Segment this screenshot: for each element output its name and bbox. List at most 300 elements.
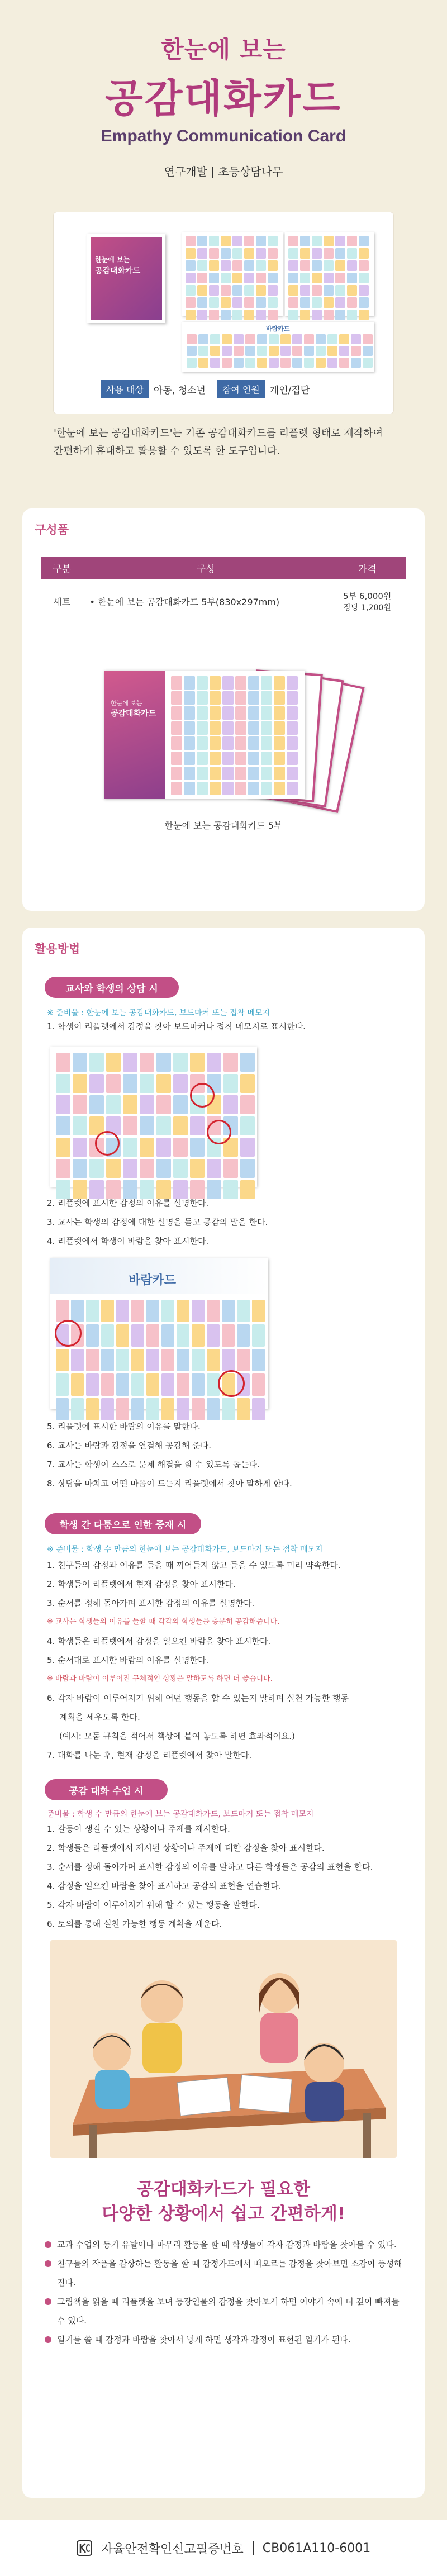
card-figure — [210, 721, 221, 735]
card-figure — [198, 334, 208, 344]
card-figure — [235, 691, 246, 705]
card-figure — [287, 691, 298, 705]
card-figure — [261, 691, 272, 705]
footer — [0, 2520, 447, 2576]
card-figure — [207, 1349, 220, 1371]
card-figure — [256, 260, 266, 271]
card-figure — [221, 248, 231, 259]
card-figure — [256, 297, 266, 308]
usage-badge-mediation: 학생 간 다툼으로 인한 중재 시 — [45, 1513, 201, 1534]
card-figure — [197, 691, 208, 705]
card-figure — [222, 358, 232, 368]
card-figure — [359, 285, 369, 296]
card-figure — [359, 310, 369, 320]
step-item: 5. 순서대로 표시한 바람의 이유를 설명한다. — [47, 1655, 209, 1665]
card-figure — [274, 691, 285, 705]
card-figure — [244, 310, 254, 320]
step-item: 2. 학생들은 리플렛에서 제시된 상황이나 주제에 대한 감정을 찾아 표시한다. — [47, 1843, 325, 1853]
card-figure — [106, 1095, 121, 1114]
card-figure — [131, 1324, 144, 1347]
step-item: 4. 감정을 일으킨 바람을 찾아 표시하고 공감의 표현을 연습한다. — [47, 1881, 282, 1891]
step-item: 7. 교사는 학생이 스스로 문제 해결을 할 수 있도록 돕는다. — [47, 1460, 260, 1470]
card-figure — [116, 1324, 129, 1347]
step-item: 2. 학생들이 리플렛에서 현재 감정을 찾아 표시한다. — [47, 1579, 236, 1589]
step-item: 3. 순서를 정해 돌아가며 표시한 감정의 이유를 설명한다. — [47, 1598, 255, 1608]
card-figure — [186, 248, 196, 259]
card-figure — [335, 285, 345, 296]
card-figure — [347, 236, 357, 246]
step-item: 4. 학생들은 리플렛에서 감정을 일으킨 바람을 찾아 표시한다. — [47, 1636, 271, 1646]
card-figure — [257, 346, 267, 356]
card-figure — [101, 1324, 114, 1347]
card-figure — [184, 691, 195, 705]
card-figure — [274, 721, 285, 735]
card-figure — [252, 1373, 265, 1396]
product-box-image — [87, 234, 165, 323]
card-figure — [224, 1074, 238, 1093]
card-figure — [56, 1074, 70, 1093]
col-header-content: 구성 — [83, 557, 329, 579]
product-image-panel — [54, 212, 393, 414]
card-figure — [312, 236, 322, 246]
card-figure — [235, 706, 246, 720]
card-figure — [232, 236, 242, 246]
box-cover-title: 공감대화카드 — [95, 267, 141, 275]
card-figure — [287, 706, 298, 720]
usage-tags — [101, 380, 310, 398]
card-figure — [156, 1095, 171, 1114]
step-item: 8. 상담을 마치고 어떤 마음이 드는지 리플렛에서 찾아 말하게 한다. — [47, 1479, 292, 1489]
card-figure — [245, 358, 255, 368]
card-figure — [222, 767, 234, 780]
card-figure — [269, 358, 279, 368]
card-figure — [207, 1053, 221, 1072]
step-item: 6. 각자 바람이 이루어지기 위해 어떤 행동을 할 수 있는지 말하며 실천 가능한 행동 — [47, 1693, 349, 1703]
list-item: 그림책을 읽을 때 리플렛을 보며 등장인물의 감정을 찾아보게 하면 이야기 속에 더 깊이 빠져들 수 있다. — [45, 2292, 402, 2330]
card-figure — [73, 1159, 87, 1178]
card-figure — [210, 676, 221, 690]
step-item: 5. 리플렛에 표시한 바람의 이유를 말한다. — [47, 1422, 201, 1432]
card-figure — [156, 1053, 171, 1072]
highlight-circle — [95, 1131, 120, 1156]
card-figure — [187, 334, 197, 344]
card-figure — [209, 236, 219, 246]
card-figure — [232, 310, 242, 320]
card-figure — [123, 1159, 137, 1178]
card-figure — [209, 260, 219, 271]
card-figure — [209, 310, 219, 320]
list-item: 일기를 쓸 때 감정과 바람을 찾아서 넣게 하면 생각과 감정이 표현된 일기가 된다. — [45, 2330, 402, 2349]
card-figure — [232, 260, 242, 271]
card-figure — [327, 334, 337, 344]
card-figure — [261, 676, 272, 690]
card-figure — [235, 767, 246, 780]
step-item: 6. 토의를 통해 실천 가능한 행동 계획을 세운다. — [47, 1919, 222, 1929]
card-figure — [232, 273, 242, 283]
card-figure — [161, 1300, 174, 1322]
composition-title: 구성품 — [35, 521, 69, 538]
card-figure — [359, 248, 369, 259]
divider — [253, 2541, 254, 2555]
card-figure — [324, 248, 334, 259]
card-figure — [316, 358, 326, 368]
card-figure — [123, 1138, 137, 1157]
card-figure — [339, 334, 349, 344]
card-figure — [300, 236, 310, 246]
card-figure — [363, 334, 373, 344]
card-figure — [197, 297, 207, 308]
steps-list-2 — [47, 1556, 405, 1765]
card-figure — [197, 782, 208, 795]
card-figure — [256, 285, 266, 296]
card-figure — [222, 676, 234, 690]
card-figure — [234, 358, 244, 368]
card-figure — [210, 752, 221, 765]
card-figure — [140, 1116, 154, 1135]
card-figure — [300, 260, 310, 271]
closing-line-1: 공감대화카드가 필요한 — [136, 2179, 311, 2199]
card-figure — [248, 736, 259, 750]
card-figure — [192, 1373, 205, 1396]
card-figure — [316, 334, 326, 344]
card-figure — [224, 1095, 238, 1114]
card-figure — [73, 1138, 87, 1157]
card-figure — [210, 334, 220, 344]
card-figure — [347, 248, 357, 259]
card-figure — [186, 310, 196, 320]
card-figure — [324, 260, 334, 271]
card-figure — [210, 736, 221, 750]
card-figure — [351, 358, 361, 368]
card-figure — [222, 752, 234, 765]
card-figure — [240, 1138, 255, 1157]
card-figure — [248, 676, 259, 690]
card-figure — [197, 273, 207, 283]
card-figure — [335, 236, 345, 246]
card-figure — [89, 1159, 104, 1178]
card-figure — [261, 752, 272, 765]
cell-price — [329, 579, 406, 625]
bullet-icon — [45, 2298, 51, 2305]
card-figure — [235, 782, 246, 795]
card-figure — [221, 236, 231, 246]
card-figure — [269, 334, 279, 344]
card-figure — [173, 1159, 188, 1178]
card-figure — [339, 358, 349, 368]
step-example: (예시: 모둠 규칙을 적어서 책상에 붙여 놓도록 하면 효과적이요.) — [59, 1731, 295, 1741]
card-figure — [312, 297, 322, 308]
card-figure — [197, 310, 207, 320]
card-figure — [197, 260, 207, 271]
highlight-circle — [190, 1083, 215, 1108]
card-figure — [268, 273, 278, 283]
card-figure — [73, 1116, 87, 1135]
step-item: 1. 갈등이 생길 수 있는 상황이나 주제를 제시한다. — [47, 1824, 230, 1834]
card-figure — [197, 706, 208, 720]
card-figure — [73, 1053, 87, 1072]
card-figure — [86, 1300, 99, 1322]
card-figure — [197, 676, 208, 690]
highlight-circle — [218, 1370, 245, 1397]
card-figure — [187, 346, 197, 356]
wish-card-label: 바람카드 — [266, 325, 290, 332]
price-main: 5부 6,000원 — [343, 591, 392, 602]
card-figure — [248, 752, 259, 765]
card-figure — [300, 285, 310, 296]
card-figure — [244, 285, 254, 296]
certification-label: 자율안전확인신고필증번호 — [101, 2542, 244, 2556]
card-figure — [232, 297, 242, 308]
card-figure — [359, 297, 369, 308]
card-figure — [56, 1053, 70, 1072]
card-figure — [256, 273, 266, 283]
card-figure — [156, 1116, 171, 1135]
card-figure — [304, 334, 314, 344]
card-figure — [156, 1138, 171, 1157]
card-figure — [312, 285, 322, 296]
card-figure — [234, 334, 244, 344]
card-figure — [89, 1074, 104, 1093]
card-figure — [197, 721, 208, 735]
card-figure — [268, 297, 278, 308]
card-figure — [56, 1349, 69, 1371]
card-figure — [324, 285, 334, 296]
card-figure — [351, 334, 361, 344]
card-figure — [244, 297, 254, 308]
card-figure — [184, 706, 195, 720]
card-figure — [56, 1373, 69, 1396]
card-figure — [161, 1349, 174, 1371]
card-figure — [171, 706, 182, 720]
card-figure — [244, 260, 254, 271]
card-figure — [171, 691, 182, 705]
card-figure — [248, 767, 259, 780]
card-figure — [347, 285, 357, 296]
card-figure — [184, 782, 195, 795]
wish-card-heading: 바람카드 — [129, 1273, 177, 1287]
bullet-icon — [45, 2260, 51, 2267]
card-figure — [187, 358, 197, 368]
card-figure — [177, 1300, 189, 1322]
card-figure — [245, 346, 255, 356]
card-figure — [335, 248, 345, 259]
leaflet-cover-title: 공감대화카드 — [111, 709, 156, 718]
card-figure — [222, 706, 234, 720]
card-figure — [71, 1300, 84, 1322]
card-figure — [192, 1349, 205, 1371]
card-figure — [56, 1138, 70, 1157]
card-figure — [140, 1138, 154, 1157]
card-figure — [235, 752, 246, 765]
card-figure — [190, 1116, 205, 1135]
card-figure — [363, 358, 373, 368]
card-figure — [186, 273, 196, 283]
card-figure — [131, 1300, 144, 1322]
card-figure — [312, 248, 322, 259]
header — [0, 0, 447, 179]
card-figure — [274, 767, 285, 780]
card-figure — [184, 752, 195, 765]
card-figure — [292, 334, 302, 344]
card-figure — [359, 273, 369, 283]
card-figure — [207, 1300, 220, 1322]
card-figure — [363, 346, 373, 356]
card-figure — [192, 1324, 205, 1347]
card-figure — [173, 1074, 188, 1093]
card-figure — [312, 310, 322, 320]
header-subtitle: 한눈에 보는 — [161, 36, 286, 63]
card-figure — [339, 346, 349, 356]
card-figure — [288, 285, 298, 296]
card-figure — [222, 782, 234, 795]
highlight-circle — [55, 1320, 82, 1347]
box-cover-subtitle: 한눈에 보는 — [95, 256, 130, 264]
card-figure — [237, 1300, 250, 1322]
step-item: 1. 학생이 리플렛에서 감정을 찾아 보드마커나 접착 메모지로 표시한다. — [47, 1021, 306, 1032]
card-figure — [89, 1095, 104, 1114]
step-item-continued: 계획을 세우도록 한다. — [59, 1712, 140, 1722]
col-header-price: 가격 — [329, 557, 406, 579]
emotion-card-sheet-image — [182, 232, 283, 316]
card-figure — [222, 1300, 235, 1322]
card-figure — [274, 782, 285, 795]
participants-label: 참여 인원 — [217, 380, 265, 398]
card-figure — [268, 236, 278, 246]
card-figure — [190, 1138, 205, 1157]
card-figure — [244, 273, 254, 283]
card-figure — [207, 1324, 220, 1347]
credits: 연구개발 | 초등상담나무 — [164, 165, 283, 178]
card-figure — [312, 273, 322, 283]
card-figure — [335, 297, 345, 308]
card-figure — [288, 236, 298, 246]
intro-text: '한눈에 보는 공감대화카드'는 기존 공감대화카드를 리플렛 형태로 제작하여 간편하게 휴대하고 활용할 수 있도록 한 도구입니다. — [54, 427, 383, 457]
card-figure — [261, 721, 272, 735]
bullet-icon — [45, 2336, 51, 2343]
card-figure — [287, 767, 298, 780]
composition-table — [41, 557, 406, 625]
closing-bullets — [45, 2235, 402, 2349]
step-item: 4. 리플렛에서 학생이 바람을 찾아 표시한다. — [47, 1236, 209, 1246]
card-figure — [324, 310, 334, 320]
card-figure — [197, 736, 208, 750]
card-figure — [171, 767, 182, 780]
card-figure — [261, 706, 272, 720]
highlight-circle — [207, 1120, 231, 1144]
card-figure — [106, 1159, 121, 1178]
card-figure — [359, 260, 369, 271]
card-figure — [304, 346, 314, 356]
card-figure — [269, 346, 279, 356]
card-figure — [252, 1300, 265, 1322]
card-figure — [171, 676, 182, 690]
card-figure — [288, 248, 298, 259]
card-figure — [123, 1074, 137, 1093]
usage-badge-counseling: 교사와 학생의 상담 시 — [45, 977, 179, 998]
target-value: 아동, 청소년 — [153, 385, 206, 396]
card-figure — [244, 236, 254, 246]
step-item: 5. 각자 바람이 이루어지기 위해 할 수 있는 행동을 말한다. — [47, 1900, 260, 1910]
steps-list-3 — [47, 1819, 405, 1933]
card-figure — [210, 706, 221, 720]
card-figure — [287, 782, 298, 795]
usage-section — [22, 928, 425, 2498]
card-figure — [248, 782, 259, 795]
card-figure — [235, 736, 246, 750]
card-figure — [161, 1373, 174, 1396]
certification-code: CB061A110-6001 — [262, 2541, 371, 2555]
card-figure — [327, 358, 337, 368]
card-figure — [274, 752, 285, 765]
card-figure — [248, 721, 259, 735]
card-figure — [359, 236, 369, 246]
card-figure — [222, 1349, 235, 1371]
card-figure — [280, 334, 291, 344]
card-figure — [123, 1116, 137, 1135]
usage-badge-lesson: 공감 대화 수업 시 — [45, 1779, 168, 1800]
card-figure — [177, 1324, 189, 1347]
card-figure — [268, 260, 278, 271]
card-figure — [240, 1074, 255, 1093]
page-title: 공감대화카드 — [105, 75, 342, 121]
card-figure — [89, 1053, 104, 1072]
card-figure — [240, 1095, 255, 1114]
card-figure — [327, 346, 337, 356]
card-figure — [347, 273, 357, 283]
card-figure — [224, 1053, 238, 1072]
card-figure — [71, 1349, 84, 1371]
card-figure — [56, 1095, 70, 1114]
card-figure — [274, 676, 285, 690]
english-title: Empathy Communication Card — [101, 127, 346, 145]
card-figure — [261, 782, 272, 795]
card-figure — [221, 285, 231, 296]
classroom-illustration — [50, 1940, 397, 2158]
card-figure — [288, 273, 298, 283]
card-figure — [101, 1373, 114, 1396]
card-figure — [156, 1159, 171, 1178]
col-header-type: 구분 — [41, 557, 83, 579]
card-figure — [123, 1095, 137, 1114]
card-figure — [287, 736, 298, 750]
list-item: 친구들의 작품을 감상하는 활동을 할 때 감정카드에서 떠오르는 감정을 찾아보면 소감이 풍성해진다. — [45, 2254, 402, 2292]
step-item: 7. 대화를 나눈 후, 현재 감정을 리플렛에서 찾아 말한다. — [47, 1750, 252, 1760]
list-item: 교과 수업의 동기 유발이나 마무리 활동을 할 때 학생들이 각자 감정과 바람을 찾아볼 수 있다. — [45, 2235, 402, 2254]
card-figure — [207, 1159, 221, 1178]
card-figure — [116, 1300, 129, 1322]
card-figure — [184, 676, 195, 690]
card-figure — [171, 721, 182, 735]
steps-list-1a — [47, 1017, 405, 1036]
step-note: ※ 교사는 학생들의 이유를 들할 때 각각의 학생들을 충분히 공감해줍니다. — [47, 1618, 280, 1626]
card-figure — [131, 1373, 144, 1396]
card-figure — [161, 1324, 174, 1347]
card-figure — [197, 285, 207, 296]
card-figure — [280, 346, 291, 356]
participants-value: 개인/집단 — [269, 385, 310, 396]
card-figure — [140, 1095, 154, 1114]
card-figure — [268, 310, 278, 320]
emotion-card-sheet-image-2 — [285, 232, 374, 316]
card-figure — [268, 285, 278, 296]
card-figure — [287, 676, 298, 690]
card-figure — [324, 273, 334, 283]
card-figure — [86, 1373, 99, 1396]
card-figure — [173, 1138, 188, 1157]
card-figure — [335, 310, 345, 320]
card-figure — [300, 297, 310, 308]
kc-certification-icon — [77, 2540, 92, 2556]
